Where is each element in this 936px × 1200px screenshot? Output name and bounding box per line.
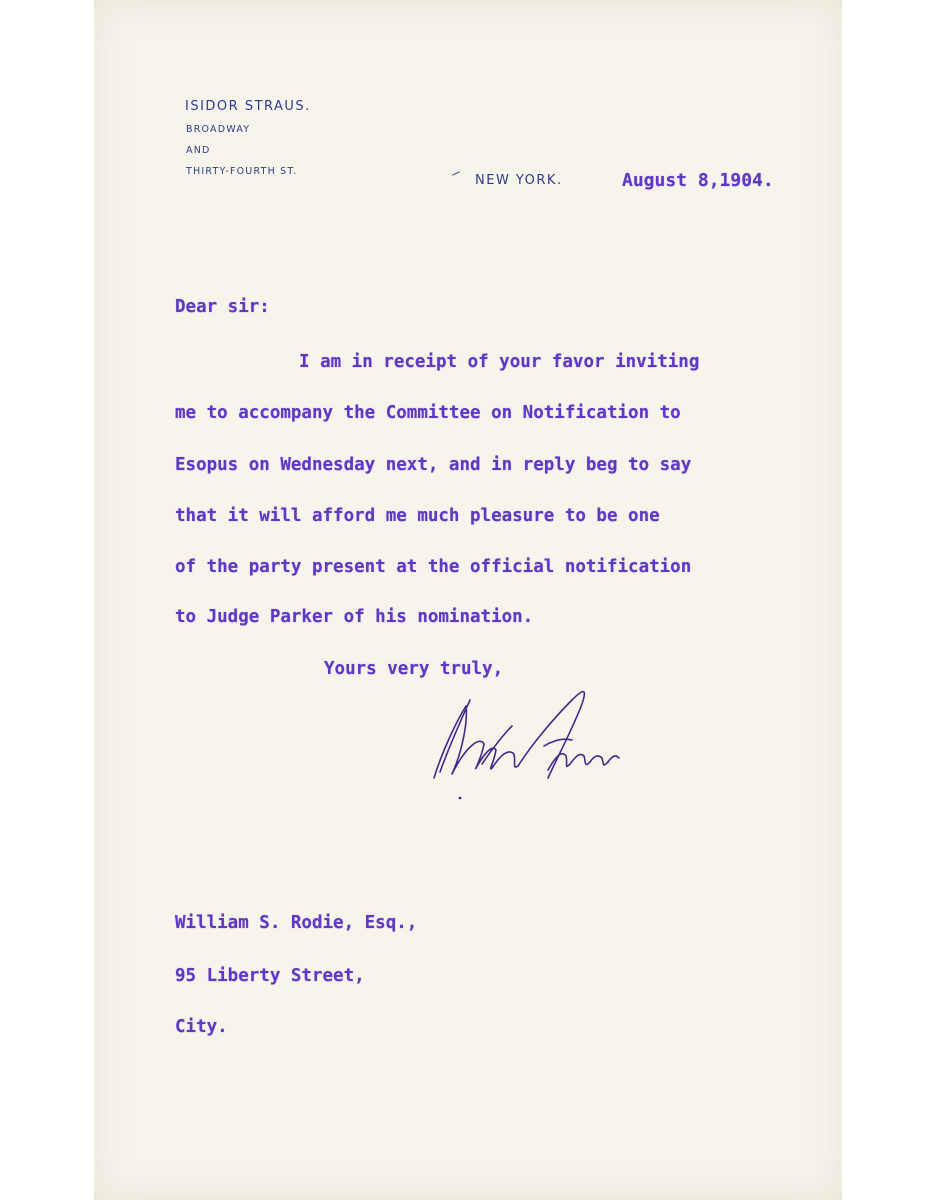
body-line: to Judge Parker of his nomination.	[175, 607, 534, 627]
salutation: Dear sir:	[175, 297, 270, 317]
letter-date: August 8,1904.	[622, 170, 774, 191]
recipient-city: City.	[175, 1017, 228, 1037]
letterhead-city: NEW YORK.	[475, 173, 563, 188]
body-line: Esopus on Wednesday next, and in reply beg to say	[175, 455, 692, 475]
letterhead-cross-street: THIRTY-FOURTH ST.	[186, 166, 298, 177]
letterhead-name: ISIDOR STRAUS.	[185, 99, 311, 114]
body-line: me to accompany the Committee on Notification to	[175, 403, 681, 423]
closing: Yours very truly,	[324, 659, 504, 679]
recipient-street: 95 Liberty Street,	[175, 966, 365, 986]
body-line: I am in receipt of your favor inviting	[299, 352, 700, 372]
recipient-name: William S. Rodie, Esq.,	[175, 913, 418, 933]
body-line: of the party present at the official notification	[175, 557, 692, 577]
letterhead-and: AND	[186, 145, 211, 156]
body-line: that it will afford me much pleasure to be one	[175, 506, 660, 526]
signature	[422, 660, 622, 810]
letterhead-street: BROADWAY	[186, 124, 251, 135]
